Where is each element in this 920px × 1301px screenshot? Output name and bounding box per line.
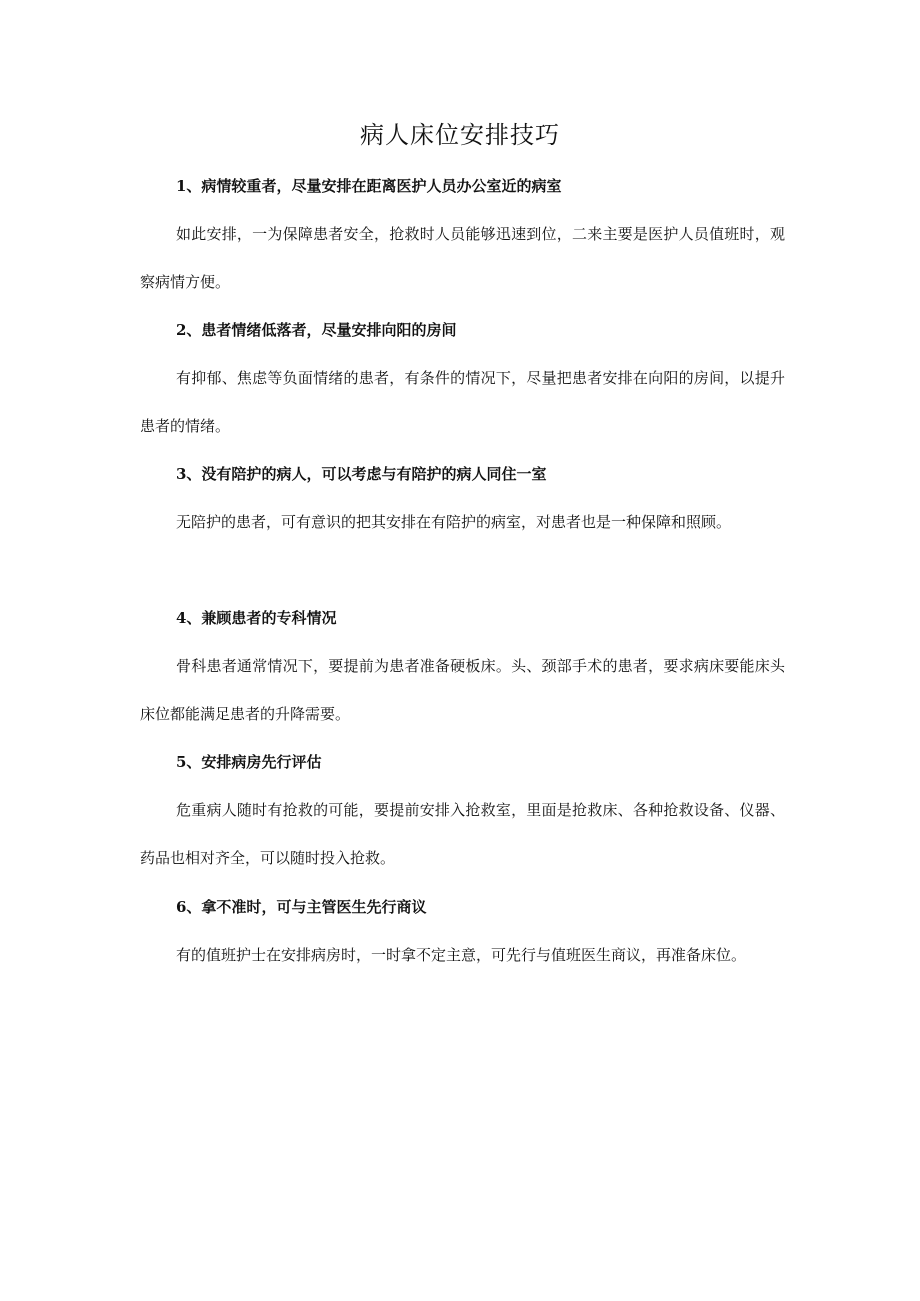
section-3-body: 无陪护的患者，可有意识的把其安排在有陪护的病室，对患者也是一种保障和照顾。 xyxy=(176,513,732,531)
section-2-body: 有抑郁、焦虑等负面情绪的患者，有条件的情况下，尽量把患者安排在向阳的房间，以提升患者的情绪。 xyxy=(140,369,785,435)
section-2-heading: 2、患者情绪低落者，尽量安排向阳的房间 xyxy=(176,321,457,339)
section-6-body: 有的值班护士在安排病房时，一时拿不定主意，可先行与值班医生商议，再准备床位。 xyxy=(176,946,747,964)
section-4-heading: 4、兼顾患者的专科情况 xyxy=(176,609,337,627)
document-title: 病人床位安排技巧 xyxy=(360,121,560,149)
section-6-heading: 6、拿不准时，可与主管医生先行商议 xyxy=(176,898,427,916)
section-1-heading: 1、病情较重者，尽量安排在距离医护人员办公室近的病室 xyxy=(176,177,562,195)
section-5-body: 危重病人随时有抢救的可能，要提前安排入抢救室，里面是抢救床、各种抢救设备、仪器、药品也相对齐全，可以随时投入抢救。 xyxy=(140,801,785,867)
section-3-heading: 3、没有陪护的病人，可以考虑与有陪护的病人同住一室 xyxy=(176,465,547,483)
section-5-heading: 5、安排病房先行评估 xyxy=(176,753,322,771)
section-1-body: 如此安排，一为保障患者安全，抢救时人员能够迅速到位，二来主要是医护人员值班时，观察病情方便。 xyxy=(140,225,785,291)
section-4-body: 骨科患者通常情况下，要提前为患者准备硬板床。头、颈部手术的患者，要求病床要能床头床位都能满足患者的升降需要。 xyxy=(140,657,785,723)
